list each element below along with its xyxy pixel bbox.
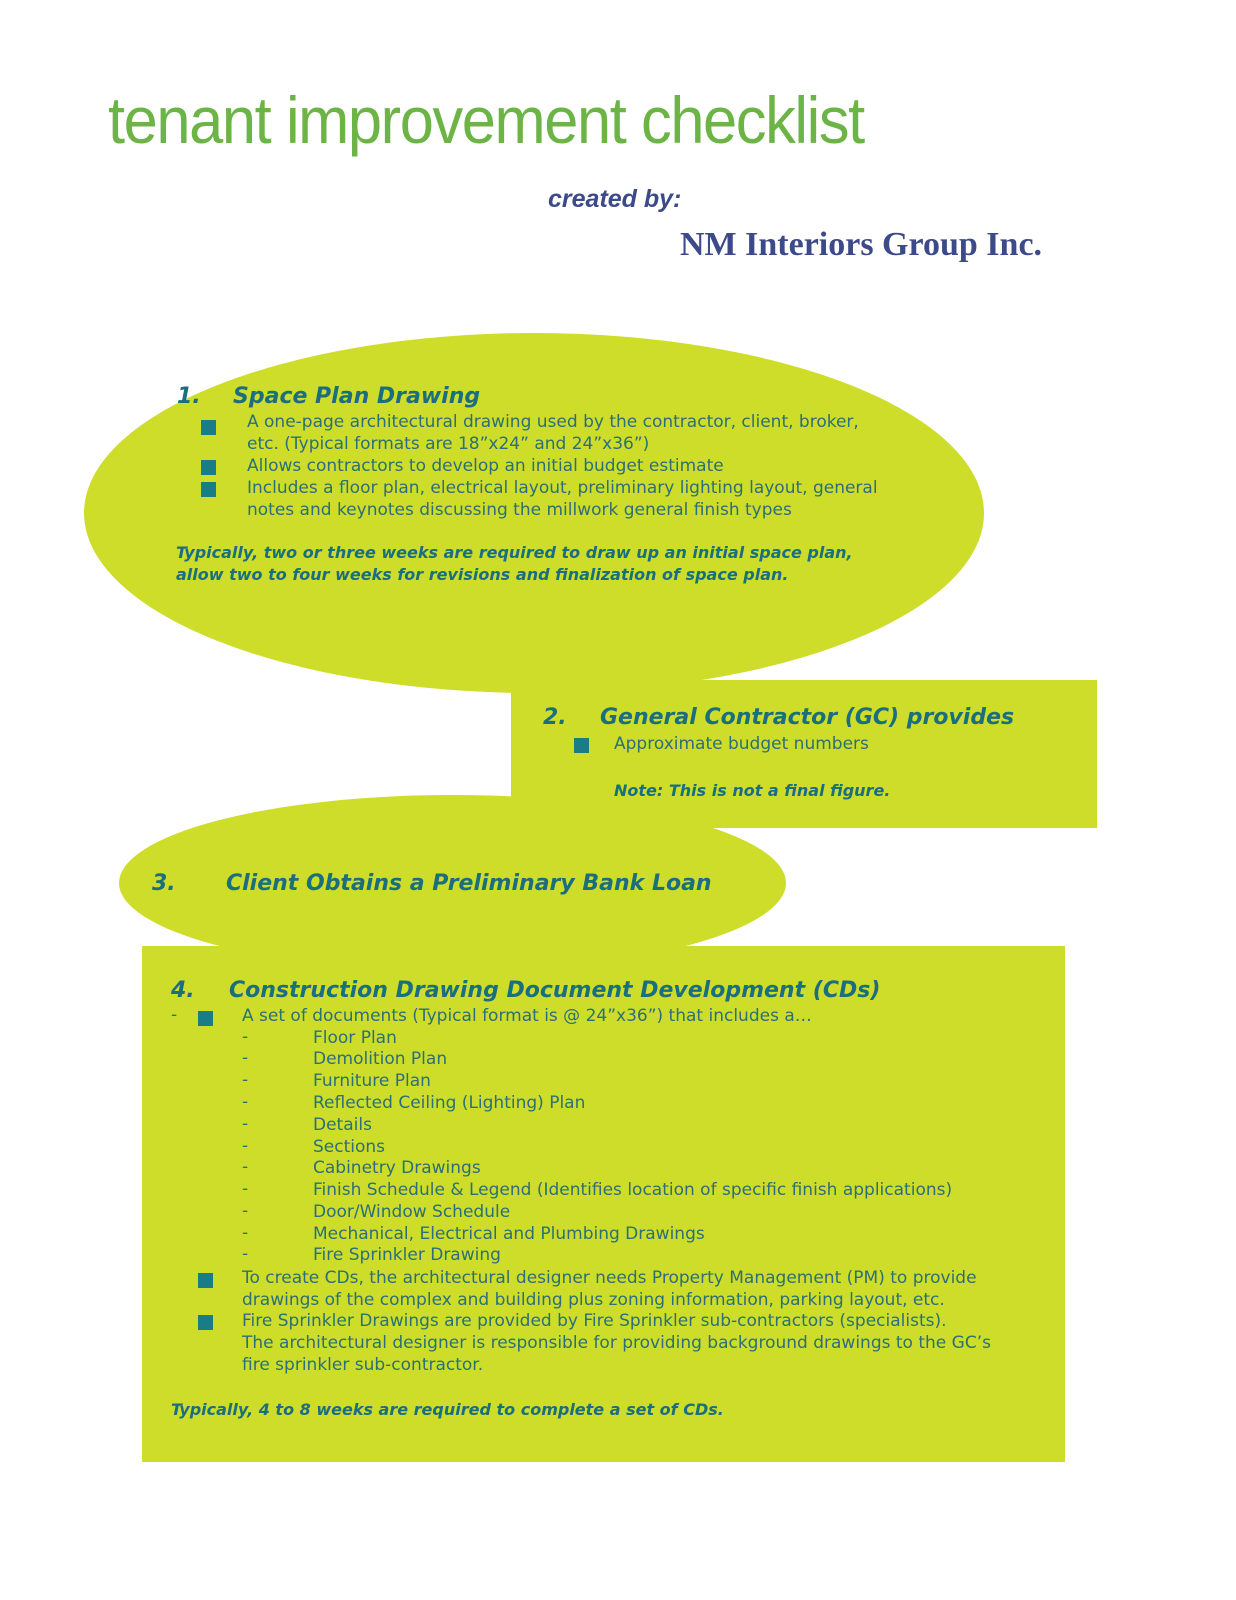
- section1-bullet-cont: notes and keynotes discussing the millwork general finish types: [247, 500, 792, 520]
- section4-bullet3: Fire Sprinkler Drawings are provided by Fire Sprinkler sub-contractors (specialists).: [242, 1311, 947, 1331]
- list-item: Demolition Plan: [313, 1049, 448, 1069]
- bullet-square-icon: [201, 482, 216, 497]
- bullet-square-icon: [201, 420, 216, 435]
- section4-bullet3-cont: The architectural designer is responsible for providing background drawings to the GC’s: [242, 1333, 991, 1353]
- list-item: Floor Plan: [313, 1028, 397, 1048]
- bullet-square-icon: [198, 1011, 213, 1026]
- list-item: Finish Schedule & Legend (Identifies location of specific finish applications): [313, 1180, 953, 1200]
- section1-note: Typically, two or three weeks are required to draw up an initial space plan,: [176, 543, 853, 562]
- bullet-square-icon: [574, 738, 589, 753]
- bullet-square-icon: [201, 460, 216, 475]
- section1-title: Space Plan Drawing: [233, 384, 481, 409]
- list-item: Mechanical, Electrical and Plumbing Drawings: [313, 1224, 705, 1244]
- section3-title: Client Obtains a Preliminary Bank Loan: [226, 871, 712, 896]
- list-item: Fire Sprinkler Drawing: [313, 1245, 501, 1265]
- section4-number: 4.: [171, 978, 195, 1003]
- section4-title: Construction Drawing Document Development (CDs): [229, 978, 881, 1003]
- section1-bullet: Allows contractors to develop an initial budget estimate: [247, 456, 724, 476]
- section2-number: 2.: [543, 705, 567, 730]
- list-item: Furniture Plan: [313, 1071, 431, 1091]
- list-item: Reflected Ceiling (Lighting) Plan: [313, 1093, 586, 1113]
- list-item: Cabinetry Drawings: [313, 1158, 481, 1178]
- list-item: Sections: [313, 1137, 386, 1157]
- bullet-square-icon: [198, 1273, 213, 1288]
- section2-title: General Contractor (GC) provides: [600, 705, 1015, 730]
- section2-note: Note: This is not a final figure.: [614, 781, 891, 800]
- section3-number: 3.: [152, 871, 176, 896]
- section4-note: Typically, 4 to 8 weeks are required to complete a set of CDs.: [171, 1400, 724, 1419]
- section4-bullet2-cont: drawings of the complex and building plus zoning information, parking layout, etc.: [242, 1290, 945, 1310]
- section1-bullet-cont: etc. (Typical formats are 18”x24” and 24”x36”): [247, 434, 650, 454]
- section2-bullet: Approximate budget numbers: [614, 734, 869, 754]
- section4-bullet3-cont: fire sprinkler sub-contractor.: [242, 1355, 484, 1375]
- created-by-label: created by:: [548, 185, 682, 213]
- section1-note-cont: allow two to four weeks for revisions and finalization of space plan.: [176, 565, 789, 584]
- section1-bullet: A one-page architectural drawing used by the contractor, client, broker,: [247, 412, 859, 432]
- list-item: Door/Window Schedule: [313, 1202, 511, 1222]
- page-title: tenant improvement checklist: [108, 83, 864, 157]
- section4-intro: A set of documents (Typical format is @ 24”x36”) that includes a…: [242, 1006, 812, 1026]
- lead-dash: -: [171, 1005, 178, 1025]
- section4-bullet2: To create CDs, the architectural designer needs Property Management (PM) to provide: [242, 1268, 977, 1288]
- bullet-square-icon: [198, 1315, 213, 1330]
- section1-number: 1.: [177, 384, 201, 409]
- list-item: Details: [313, 1115, 372, 1135]
- section1-bullet: Includes a floor plan, electrical layout, preliminary lighting layout, general: [247, 478, 878, 498]
- company-name: NM Interiors Group Inc.: [680, 226, 1043, 263]
